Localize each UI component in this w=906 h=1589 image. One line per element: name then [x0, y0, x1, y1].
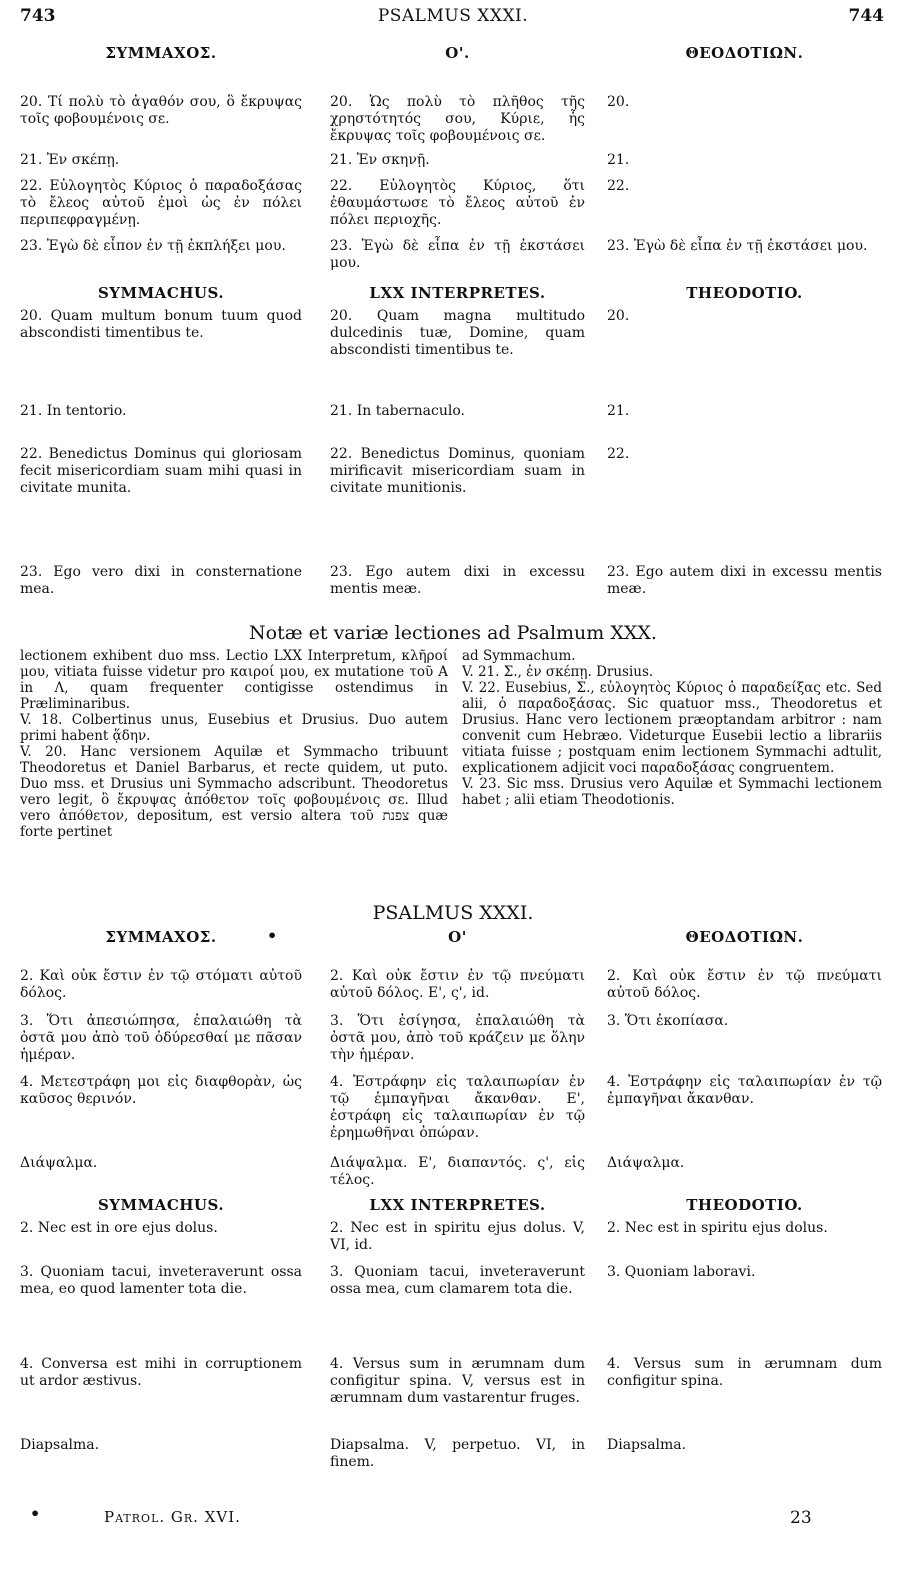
col-head-theodotion-greek: ΘΕΟΔΟΤΙΩΝ.	[685, 44, 804, 62]
verse-cell: 2. Nec est in ore ejus dolus.	[20, 1220, 218, 1236]
running-title: PSALMUS XXXI.	[377, 6, 529, 26]
verse-cell: 20. Quam magna multitudo dulcedinis tuæ, Domine, quam abscondisti timentibus te.	[330, 308, 585, 358]
verse-cell: 4. Versus sum in ærumnam dum configitur spina. V, versus est in ærumnam dum vastarentur fruges.	[330, 1356, 585, 1406]
footer-signature-number: 23	[790, 1508, 812, 1528]
verse-cell: 3. Quoniam laboravi.	[607, 1264, 756, 1280]
verse-cell: 20.	[607, 308, 630, 324]
verse-cell: 22. Εὐλογητὸς Κύριος ὁ παραδοξάσας τὸ ἔλεος αὐτοῦ ἐμοὶ ὡς ἐν πόλει περιπεφραγμένῃ.	[20, 178, 302, 228]
verse-cell: 22. Εὐλογητὸς Κύριος, ὅτι ἐθαυμάστωσε τὸ ἔλεος αὐτοῦ ἐν πόλει περιοχῆς.	[330, 178, 585, 228]
verse-cell: 3. Quoniam tacui, inveteraverunt ossa mea, eo quod lamenter tota die.	[20, 1264, 302, 1297]
verse-cell: 20.	[607, 94, 630, 110]
verse-cell: Diapsalma. V, perpetuo. VI, in finem.	[330, 1437, 585, 1470]
page-number-left: 743	[20, 6, 56, 26]
col-head-symmachus-greek: ΣΥΜΜΑΧΟΣ.	[105, 928, 217, 946]
psalm-title: PSALMUS XXXI.	[372, 902, 534, 924]
bullet-icon: •	[30, 1504, 41, 1523]
footer-signature: Patrol. Gr. XVI.	[104, 1508, 241, 1526]
verse-cell: 23. Ego autem dixi in excessu mentis meæ.	[607, 564, 882, 597]
col-head-symmachus-greek: ΣΥΜΜΑΧΟΣ.	[105, 44, 217, 62]
col-head-lxx-latin: LXX INTERPRETES.	[369, 284, 546, 302]
verse-cell: 20. Τί πολὺ τὸ ἀγαθόν σου, ὃ ἔκρυψας τοῖς φοβουμένοις σε.	[20, 94, 302, 127]
verse-cell: 22.	[607, 446, 630, 462]
verse-cell: 21. Ἐν σκέπῃ.	[20, 152, 120, 168]
verse-cell: 2. Nec est in spiritu ejus dolus.	[607, 1220, 828, 1236]
verse-cell: Διάψαλμα. Ε', διαπαντός. ς', εἰς τέλος.	[330, 1155, 585, 1188]
col-head-lxx-greek: Ο'	[448, 928, 467, 946]
verse-cell: 21. In tentorio.	[20, 403, 127, 419]
verse-cell: 3. Ὅτι ἐσίγησα, ἐπαλαιώθη τὰ ὀστᾶ μου, ἀπὸ τοῦ κράζειν με ὅλην τὴν ἡμέραν.	[330, 1013, 585, 1063]
col-head-symmachus-latin: SYMMACHUS.	[97, 1196, 225, 1214]
verse-cell: Διάψαλμα.	[607, 1155, 685, 1171]
verse-cell: 21.	[607, 152, 630, 168]
verse-cell: 20. Quam multum bonum tuum quod abscondisti timentibus te.	[20, 308, 302, 341]
verse-cell: 2. Καὶ οὐκ ἔστιν ἐν τῷ στόματι αὐτοῦ δόλος.	[20, 968, 302, 1001]
col-head-theodotio-latin: THEODOTIO.	[686, 1196, 803, 1214]
col-head-lxx-greek: Ο'.	[445, 44, 470, 62]
verse-cell: Diapsalma.	[20, 1437, 100, 1453]
verse-cell: 22.	[607, 178, 630, 194]
col-head-lxx-latin: LXX INTERPRETES.	[369, 1196, 546, 1214]
verse-cell: 4. Versus sum in ærumnam dum configitur spina.	[607, 1356, 882, 1389]
verse-cell: 2. Καὶ οὐκ ἔστιν ἐν τῷ πνεύματι αὐτοῦ δόλος. Ε', ς', id.	[330, 968, 585, 1001]
verse-cell: 20. Ὡς πολὺ τὸ πλῆθος τῆς χρηστότητός σου, Κύριε, ἧς ἔκρυψας τοῖς φοβουμένοις σε.	[330, 94, 585, 144]
verse-cell: 2. Nec est in spiritu ejus dolus. V, VI, id.	[330, 1220, 585, 1253]
verse-cell: 21.	[607, 403, 630, 419]
verse-cell: 23. Ego autem dixi in excessu mentis meæ.	[330, 564, 585, 597]
col-head-theodotion-greek: ΘΕΟΔΟΤΙΩΝ.	[685, 928, 804, 946]
verse-cell: 23. Ego vero dixi in consternatione mea.	[20, 564, 302, 597]
verse-cell: 4. Ἐστράφην εἰς ταλαιπωρίαν ἐν τῷ ἐμπαγῆναι ἄκανθαν. Ε', ἐστράφη εἰς ταλαιπωρίαν ἐν τῷ ἐρημωθῆναι ὀπώραν.	[330, 1074, 585, 1141]
col-head-symmachus-latin: SYMMACHUS.	[97, 284, 225, 302]
verse-cell: 22. Benedictus Dominus, quoniam mirificavit misericordiam suam in civitate munitionis.	[330, 446, 585, 496]
verse-cell: 3. Quoniam tacui, inveteraverunt ossa mea, cum clamarem tota die.	[330, 1264, 585, 1297]
verse-cell: Διάψαλμα.	[20, 1155, 98, 1171]
col-head-theodotio-latin: THEODOTIO.	[686, 284, 803, 302]
verse-cell: 3. Ὅτι ἐκοπίασα.	[607, 1013, 729, 1029]
notes-left-column: lectionem exhibent duo mss. Lectio LXX Interpretum, κλῆροί μου, vitiata fuisse videtur pro καιροί μου, ex mutatione τοῦ Α in Λ, quam frequenter contigisse ostendimus in Præliminaribus. V. 18. Colbertinus unus, Eusebius et Drusius. Duo autem primi habent ᾅδην. V. 20. Hanc versionem Aquilæ et Symmacho tribuunt Theodoretus et Daniel Barbarus, et recte quidem, ut puto. Duo mss. et Drusius uni Symmacho adscribunt. Theodoretus vero legit, ὃ ἔκρυψας ἀπόθετον τοῖς φοβουμένοις σε. Illud vero ἀπόθετον, depositum, est versio altera τοῦ צפנת quæ forte pertinet	[20, 648, 448, 840]
verse-cell: 23. Ἐγὼ δὲ εἶπον ἐν τῇ ἐκπλήξει μου.	[20, 238, 286, 254]
verse-cell: 4. Ἐστράφην εἰς ταλαιπωρίαν ἐν τῷ ἐμπαγῆναι ἄκανθαν.	[607, 1074, 882, 1107]
notes-right-column: ad Symmachum. V. 21. Σ., ἐν σκέπῃ. Drusius. V. 22. Eusebius, Σ., εὐλογητὸς Κύριος ὁ παραδείξας etc. Sed alii, ὁ παραδοξάσας. Sic quatuor mss., Theodoretus et Drusius. Hanc vero lectionem præoptandam arbitror : nam convenit cum Hebræo. Videturque Eusebii lectio a librariis vitiata fuisse ; postquam enim lectionem Symmachi adtulit, explicationem adjicit voci παραδοξάσας congruentem. V. 23. Sic mss. Drusius vero Aquilæ et Symmachi lectionem habet ; alii etiam Theodotionis.	[462, 648, 882, 808]
verse-cell: 21. In tabernaculo.	[330, 403, 465, 419]
bullet-icon: •	[267, 926, 278, 945]
verse-cell: 22. Benedictus Dominus qui gloriosam fecit misericordiam suam mihi quasi in civitate munita.	[20, 446, 302, 496]
page-number-right: 744	[848, 6, 884, 26]
verse-cell: 4. Μετεστράφη μοι εἰς διαφθορὰν, ὡς καῦσος θερινόν.	[20, 1074, 302, 1107]
verse-cell: 4. Conversa est mihi in corruptionem ut ardor æstivus.	[20, 1356, 302, 1389]
verse-cell: 21. Ἐν σκηνῇ.	[330, 152, 430, 168]
verse-cell: 23. Ἐγὼ δὲ εἶπα ἐν τῇ ἐκστάσει μου.	[607, 238, 868, 254]
notes-title: Notæ et variæ lectiones ad Psalmum XXX.	[249, 622, 657, 644]
verse-cell: 3. Ὅτι ἀπεσιώπησα, ἐπαλαιώθη τὰ ὀστᾶ μου ἀπὸ τοῦ ὀδύρεσθαί με πᾶσαν ἡμέραν.	[20, 1013, 302, 1063]
verse-cell: Diapsalma.	[607, 1437, 687, 1453]
verse-cell: 23. Ἐγὼ δὲ εἶπα ἐν τῇ ἐκστάσει μου.	[330, 238, 585, 271]
verse-cell: 2. Καὶ οὐκ ἔστιν ἐν τῷ πνεύματι αὐτοῦ δόλος.	[607, 968, 882, 1001]
